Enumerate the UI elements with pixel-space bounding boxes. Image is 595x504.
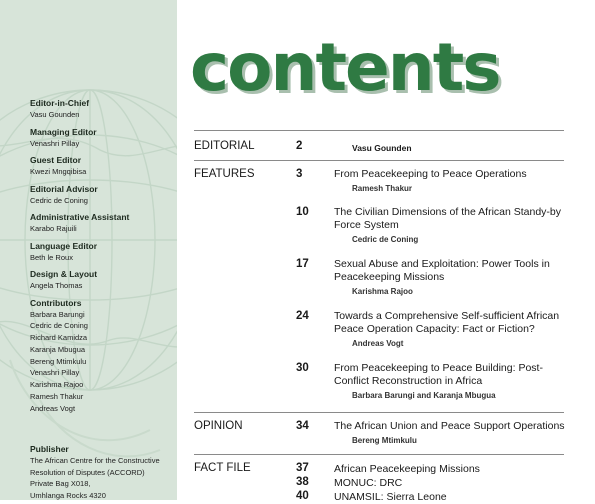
contributor-name: Cedric de Coning: [30, 321, 88, 331]
page-number: 10: [296, 206, 309, 218]
role-language-editor: Language Editor: [30, 240, 98, 251]
person-name: Vasu Gounden: [30, 110, 80, 119]
page-number: 37: [296, 462, 309, 474]
divider: [194, 130, 564, 131]
role-managing-editor: Managing Editor: [30, 126, 97, 137]
role-editor-in-chief: Editor-in-Chief: [30, 98, 90, 108]
toc-entry[interactable]: [194, 476, 564, 490]
toc-entry[interactable]: [194, 490, 564, 504]
page-number: 24: [296, 310, 309, 322]
publisher-line: Umhlanga Rocks 4320: [30, 490, 106, 500]
section-fact-file: FACT FILE: [194, 462, 251, 474]
role-publisher: Publisher: [30, 444, 69, 454]
person-name: Venashri Pillay: [30, 138, 80, 148]
contributor-name: Andreas Vogt: [30, 403, 76, 413]
entry-title: [334, 258, 566, 297]
page-number: 3: [296, 168, 303, 180]
entry-title: Vasu Gounden: [352, 143, 412, 153]
editor-in-chief-group: [30, 98, 175, 121]
person-name: Angela Thomas: [30, 281, 83, 290]
person-name: Cedric de Coning: [30, 195, 88, 205]
role-guest-editor: Guest Editor: [30, 155, 82, 165]
entry-author: Barbara Barungi and Karanja Mbugua: [352, 391, 496, 400]
entry-author: Andreas Vogt: [352, 339, 404, 348]
entry-author: Ramesh Thakur: [352, 184, 413, 193]
staff-list: [30, 98, 175, 421]
entry-title-text: Sexual Abuse and Exploitation: Power Tools in Peacekeeping Missions: [334, 258, 550, 283]
person-name: Kwezi Mngqibisa: [30, 167, 87, 176]
entry-title: [334, 310, 566, 349]
contributors-group: [30, 298, 175, 415]
divider: [194, 454, 564, 455]
person-name: Beth le Roux: [30, 252, 73, 262]
page-number: 34: [296, 420, 309, 432]
page-number: 2: [296, 140, 303, 152]
entry-author: Cedric de Coning: [352, 235, 419, 244]
role-design-layout: Design & Layout: [30, 269, 98, 279]
managing-editor-group: [30, 127, 175, 150]
contributor-name: Bereng Mtimkulu: [30, 356, 87, 366]
section-opinion: OPINION: [194, 420, 243, 432]
page-title: contents: [190, 29, 500, 106]
publisher-line: The African Centre for the Constructive: [30, 456, 160, 465]
contributor-name: Ramesh Thakur: [30, 392, 84, 402]
entry-title: UNAMSIL: Sierra Leone: [334, 491, 447, 503]
publisher-block: [30, 444, 175, 500]
entry-title: [334, 362, 566, 401]
entry-title: [334, 168, 566, 194]
divider: [194, 412, 564, 413]
contributor-name: Karanja Mbugua: [30, 344, 86, 354]
editorial-advisor-group: [30, 184, 175, 207]
contributor-name: Venashri Pillay: [30, 368, 80, 378]
entry-title: [334, 206, 566, 245]
entry-title-text: The Civilian Dimensions of the African Standy-by Force System: [334, 206, 562, 231]
design-layout-group: [30, 269, 175, 292]
role-administrative-assistant: Administrative Assistant: [30, 212, 130, 222]
entry-title: [334, 420, 566, 446]
toc-entry[interactable]: [194, 462, 564, 476]
section-features: FEATURES: [194, 168, 255, 180]
contributor-name: Richard Kamidza: [30, 333, 88, 343]
entry-author: Bereng Mtimkulu: [352, 436, 417, 445]
entry-author: Karishma Rajoo: [352, 287, 413, 296]
role-editorial-advisor: Editorial Advisor: [30, 183, 98, 194]
language-editor-group: [30, 241, 175, 264]
contributor-name: Barbara Barungi: [30, 309, 85, 319]
entry-title-text: The African Union and Peace Support Operations: [334, 420, 565, 432]
page-number: 17: [296, 258, 309, 270]
masthead-panel: [0, 0, 177, 500]
entry-title-text: From Peacekeeping to Peace Building: Post-Conflict Reconstruction in Africa: [334, 362, 543, 387]
role-contributors: Contributors: [30, 297, 82, 308]
entry-title: African Peacekeeping Missions: [334, 463, 480, 475]
page-number: 38: [296, 476, 309, 488]
guest-editor-group: [30, 155, 175, 178]
person-name: Karabo Rajuili: [30, 224, 77, 233]
section-editorial: EDITORIAL: [194, 140, 255, 152]
contributor-name: Karishma Rajoo: [30, 380, 84, 390]
entry-title-text: Towards a Comprehensive Self-sufficient African Peace Operation Capacity: Fact or Fiction?: [334, 310, 560, 335]
page-number: 30: [296, 362, 309, 374]
publisher-line: Resolution of Disputes (ACCORD): [30, 467, 145, 477]
entry-title-text: From Peacekeeping to Peace Operations: [334, 168, 527, 180]
page-number: 40: [296, 490, 309, 502]
publisher-line: Private Bag X018,: [30, 479, 91, 488]
administrative-assistant-group: [30, 212, 175, 235]
divider: [194, 160, 564, 161]
entry-title: MONUC: DRC: [334, 477, 403, 489]
